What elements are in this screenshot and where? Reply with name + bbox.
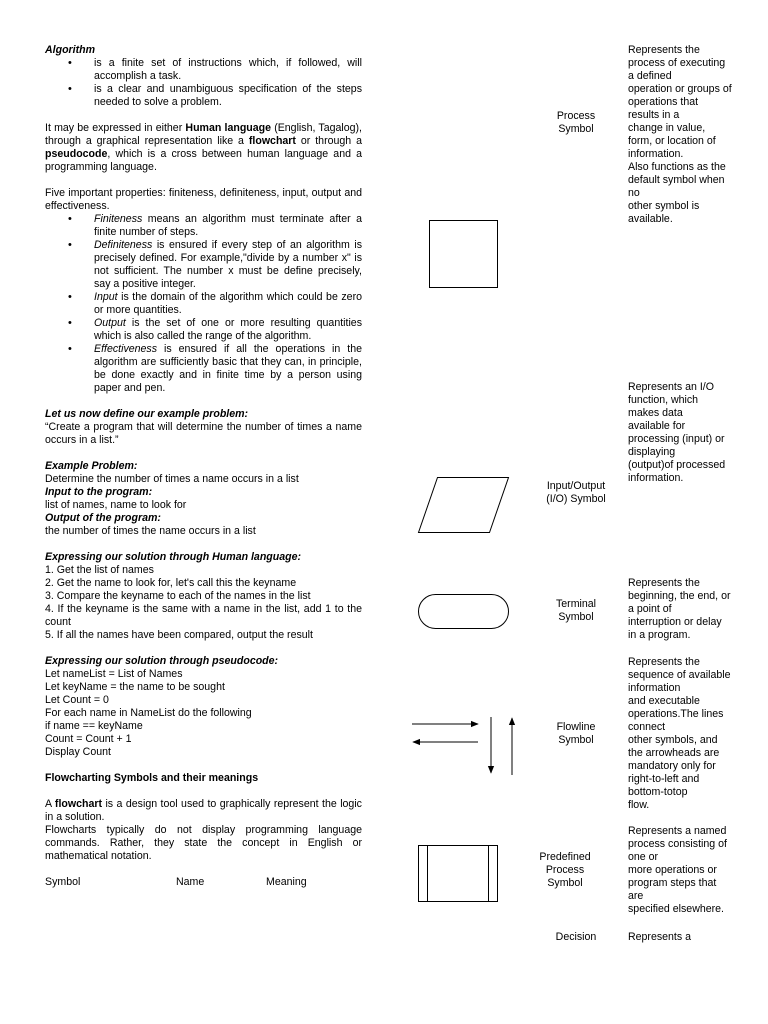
pseudocode-line: Let nameList = List of Names xyxy=(45,668,183,680)
pseudocode-line: Let Count = 0 xyxy=(45,694,109,706)
input-heading: Input to the program: xyxy=(45,486,153,498)
pseudocode-line: Count = Count + 1 xyxy=(45,733,132,745)
predefined-process-symbol-shape xyxy=(419,846,498,902)
col-meaning-header: Meaning xyxy=(266,876,307,888)
flowline-symbol-shape xyxy=(412,717,512,775)
list-item: • Definiteness is ensured if every step of an algorithm is precisely defined. For example,"divide by a number x" is not sufficient. The number x must be define precisely, say a positive integer. xyxy=(45,239,362,291)
terminal-symbol-shape xyxy=(419,595,509,629)
symbols-heading: Flowcharting Symbols and their meanings xyxy=(45,772,259,784)
human-step: 4. If the keyname is the same with a name in the list, add 1 to the count xyxy=(45,603,362,628)
list-item: • is a finite set of instructions which, if followed, will accomplish a task. xyxy=(45,57,362,83)
pseudocode-line: Let keyName = the name to be sought xyxy=(45,681,225,693)
example-quote: “Create a program that will determine the number of times a name occurs in a list.” xyxy=(45,421,362,446)
list-item: • Input is the domain of the algorithm which could be zero or more quantities. xyxy=(45,291,362,317)
output-heading: Output of the program: xyxy=(45,512,161,524)
flowchart-paragraph: A flowchart is a design tool used to graphically represent the logic in a solution. xyxy=(45,798,362,823)
human-step: 2. Get the name to look for, let's call this the keyname xyxy=(45,577,297,589)
flowline-symbol-name: Flowline Symbol xyxy=(556,721,596,746)
pseudocode-line: Display Count xyxy=(45,746,111,758)
process-symbol-shape xyxy=(430,221,498,288)
decision-symbol-meaning: Represents a xyxy=(628,931,692,943)
pseudocode-heading: Expressing our solution through pseudocode: xyxy=(45,655,279,667)
human-language-heading: Expressing our solution through Human language: xyxy=(45,551,302,563)
human-step: 3. Compare the keyname to each of the names in the list xyxy=(45,590,311,602)
list-item: • Finiteness means an algorithm must terminate after a finite number of steps. xyxy=(45,213,362,239)
flowline-symbol-meaning: Represents the sequence of available information and executable operations.The lines connect other symbols, and the arrowheads are mandatory only for right-to-left and bottom-totop flow. xyxy=(628,656,731,811)
pseudocode-line: For each name in NameList do the following xyxy=(45,707,252,719)
example-problem-text: Determine the number of times a name occurs in a list xyxy=(45,473,299,485)
example-problem-heading: Example Problem: xyxy=(45,460,138,472)
io-symbol-meaning: Represents an I/O function, which makes data available for processing (input) or displaying (output)of processed information. xyxy=(628,381,726,484)
flowchart-paragraph-2: Flowcharts typically do not display programming language commands. Rather, they state the concept in English or mathematical notation. xyxy=(45,824,362,862)
io-symbol-shape xyxy=(419,478,509,533)
input-text: list of names, name to look for xyxy=(45,499,187,511)
human-step: 1. Get the list of names xyxy=(45,564,154,576)
expression-paragraph: It may be expressed in either Human language (English, Tagalog), through a graphical representation like a flowchart or through a pseudocode, which is a cross between human language and a programming language. xyxy=(45,122,362,173)
io-symbol-name: Input/Output (I/O) Symbol xyxy=(546,480,606,505)
terminal-symbol-name: Terminal Symbol xyxy=(555,598,597,623)
terminal-symbol-meaning: Represents the beginning, the end, or a point of interruption or delay in a program. xyxy=(628,577,731,641)
col-symbol-header: Symbol xyxy=(45,876,81,888)
properties-intro: Five important properties: finiteness, definiteness, input, output and effectiveness. xyxy=(45,187,362,212)
process-symbol-meaning: Represents the process of executing a defined operation or groups of operations that results in a change in value, form, or location of information. Also functions as the default symbol when no other symbol is available. xyxy=(628,44,732,225)
example-define-heading: Let us now define our example problem: xyxy=(45,408,249,420)
output-text: the number of times the name occurs in a list xyxy=(45,525,256,537)
col-name-header: Name xyxy=(176,876,205,888)
list-item: • Output is the set of one or more resulting quantities which is also called the range of the algorithm. xyxy=(45,317,362,343)
list-item: • is a clear and unambiguous specification of the steps needed to solve a problem. xyxy=(45,83,362,109)
algorithm-heading: Algorithm xyxy=(45,44,96,56)
human-step: 5. If all the names have been compared, output the result xyxy=(45,629,313,641)
predefined-process-symbol-meaning: Represents a named process consisting of one or more operations or program steps that are specified elsewhere. xyxy=(628,825,727,915)
pseudocode-line: if name == keyName xyxy=(45,720,143,732)
list-item: • Effectiveness is ensured if all the operations in the algorithm are sufficiently basic that they can, in principle, be done exactly and in finite time by a person using paper and pen. xyxy=(45,343,362,395)
predefined-process-symbol-name: Predefined Process Symbol xyxy=(539,851,591,889)
decision-symbol-name: Decision xyxy=(555,931,597,943)
process-symbol-name: Process Symbol xyxy=(556,110,596,135)
